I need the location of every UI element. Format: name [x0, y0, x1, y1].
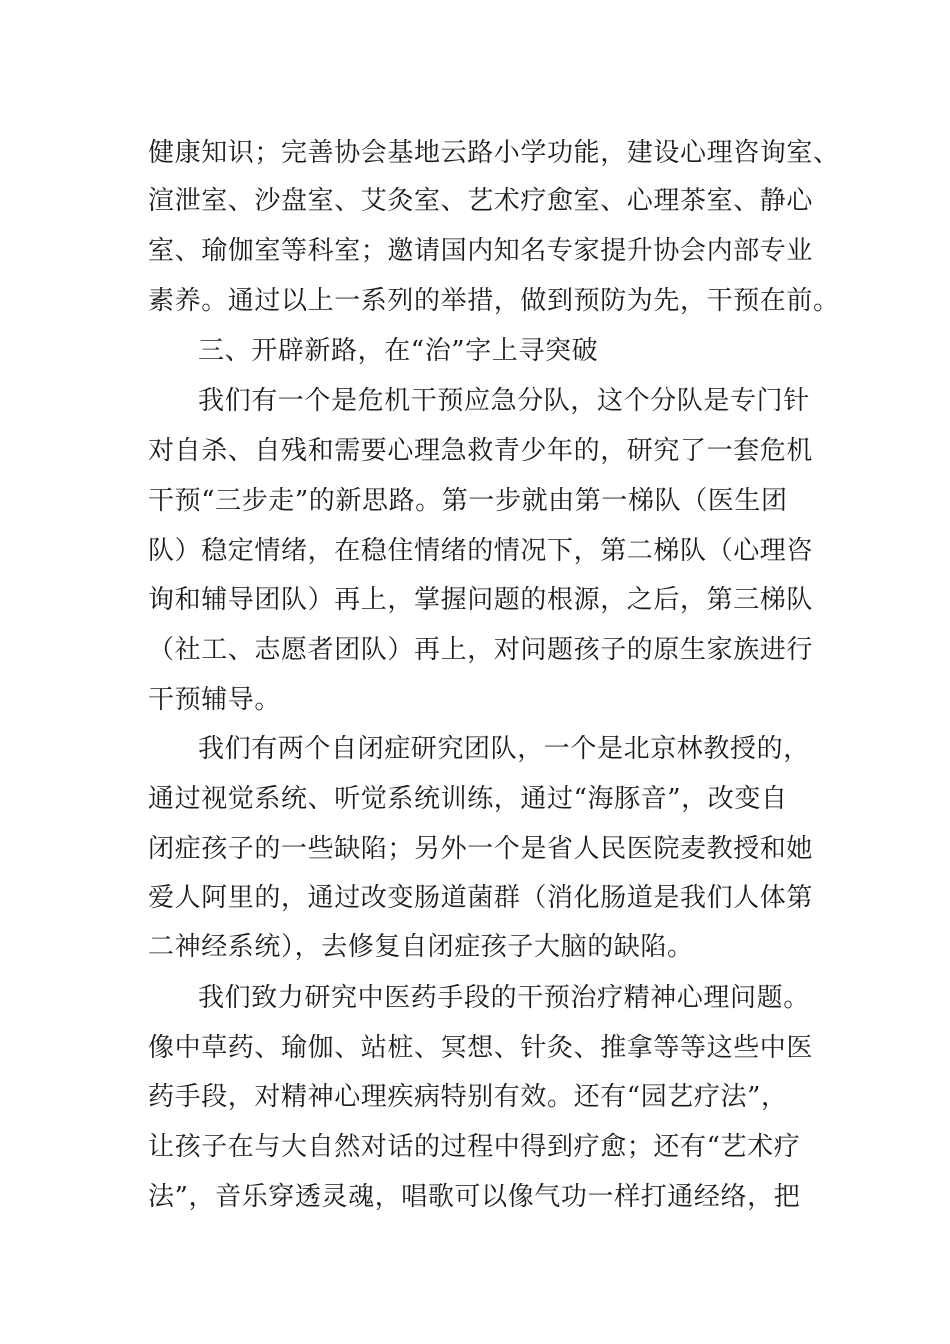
- text-line: 素养。通过以上一系列的举措，做到预防为先，干预在前。: [148, 286, 840, 316]
- text-line: 我们致力研究中医药手段的干预治疗精神心理问题。: [198, 983, 810, 1013]
- text-line: 干预辅导。: [148, 685, 282, 715]
- text-line: 让孩子在与大自然对话的过程中得到疗愈；还有“艺术疗: [148, 1132, 801, 1162]
- text-line: 二神经系统），去修复自闭症孩子大脑的缺陷。: [148, 932, 694, 962]
- text-line: 药手段，对精神心理疾病特别有效。还有“园艺疗法”，: [148, 1082, 788, 1112]
- text-line: 队）稳定情绪，在稳住情绪的情况下，第二梯队（心理咨: [148, 536, 814, 566]
- text-line: 渲泄室、沙盘室、艾灸室、艺术疗愈室、心理茶室、静心: [148, 186, 814, 216]
- text-line: 法”，音乐穿透灵魂，唱歌可以像气功一样打通经络，把: [148, 1182, 801, 1212]
- text-line: 干预“三步走”的新思路。第一步就由第一梯队（医生团: [148, 486, 788, 516]
- text-line: 通过视觉系统、听觉系统训练，通过“海豚音”，改变自: [148, 784, 788, 814]
- text-line: 询和辅导团队）再上，掌握问题的根源，之后，第三梯队: [148, 585, 814, 615]
- text-line: 爱人阿里的，通过改变肠道菌群（消化肠道是我们人体第: [148, 883, 814, 913]
- text-line: 我们有两个自闭症研究团队，一个是北京林教授的，: [198, 734, 810, 764]
- text-line: 对自杀、自残和需要心理急救青少年的，研究了一套危机: [148, 436, 814, 466]
- text-line: 室、瑜伽室等科室；邀请国内知名专家提升协会内部专业: [148, 236, 814, 266]
- text-line: （社工、志愿者团队）再上，对问题孩子的原生家族进行: [148, 635, 814, 665]
- text-line: 像中草药、瑜伽、站桩、冥想、针灸、推拿等等这些中医: [148, 1033, 814, 1063]
- text-line: 我们有一个是危机干预应急分队，这个分队是专门针: [198, 386, 810, 416]
- section-heading: 三、开辟新路，在“治”字上寻突破: [198, 336, 599, 366]
- text-line: 健康知识；完善协会基地云路小学功能，建设心理咨询室、: [148, 138, 840, 168]
- text-line: 闭症孩子的一些缺陷；另外一个是省人民医院麦教授和她: [148, 834, 814, 864]
